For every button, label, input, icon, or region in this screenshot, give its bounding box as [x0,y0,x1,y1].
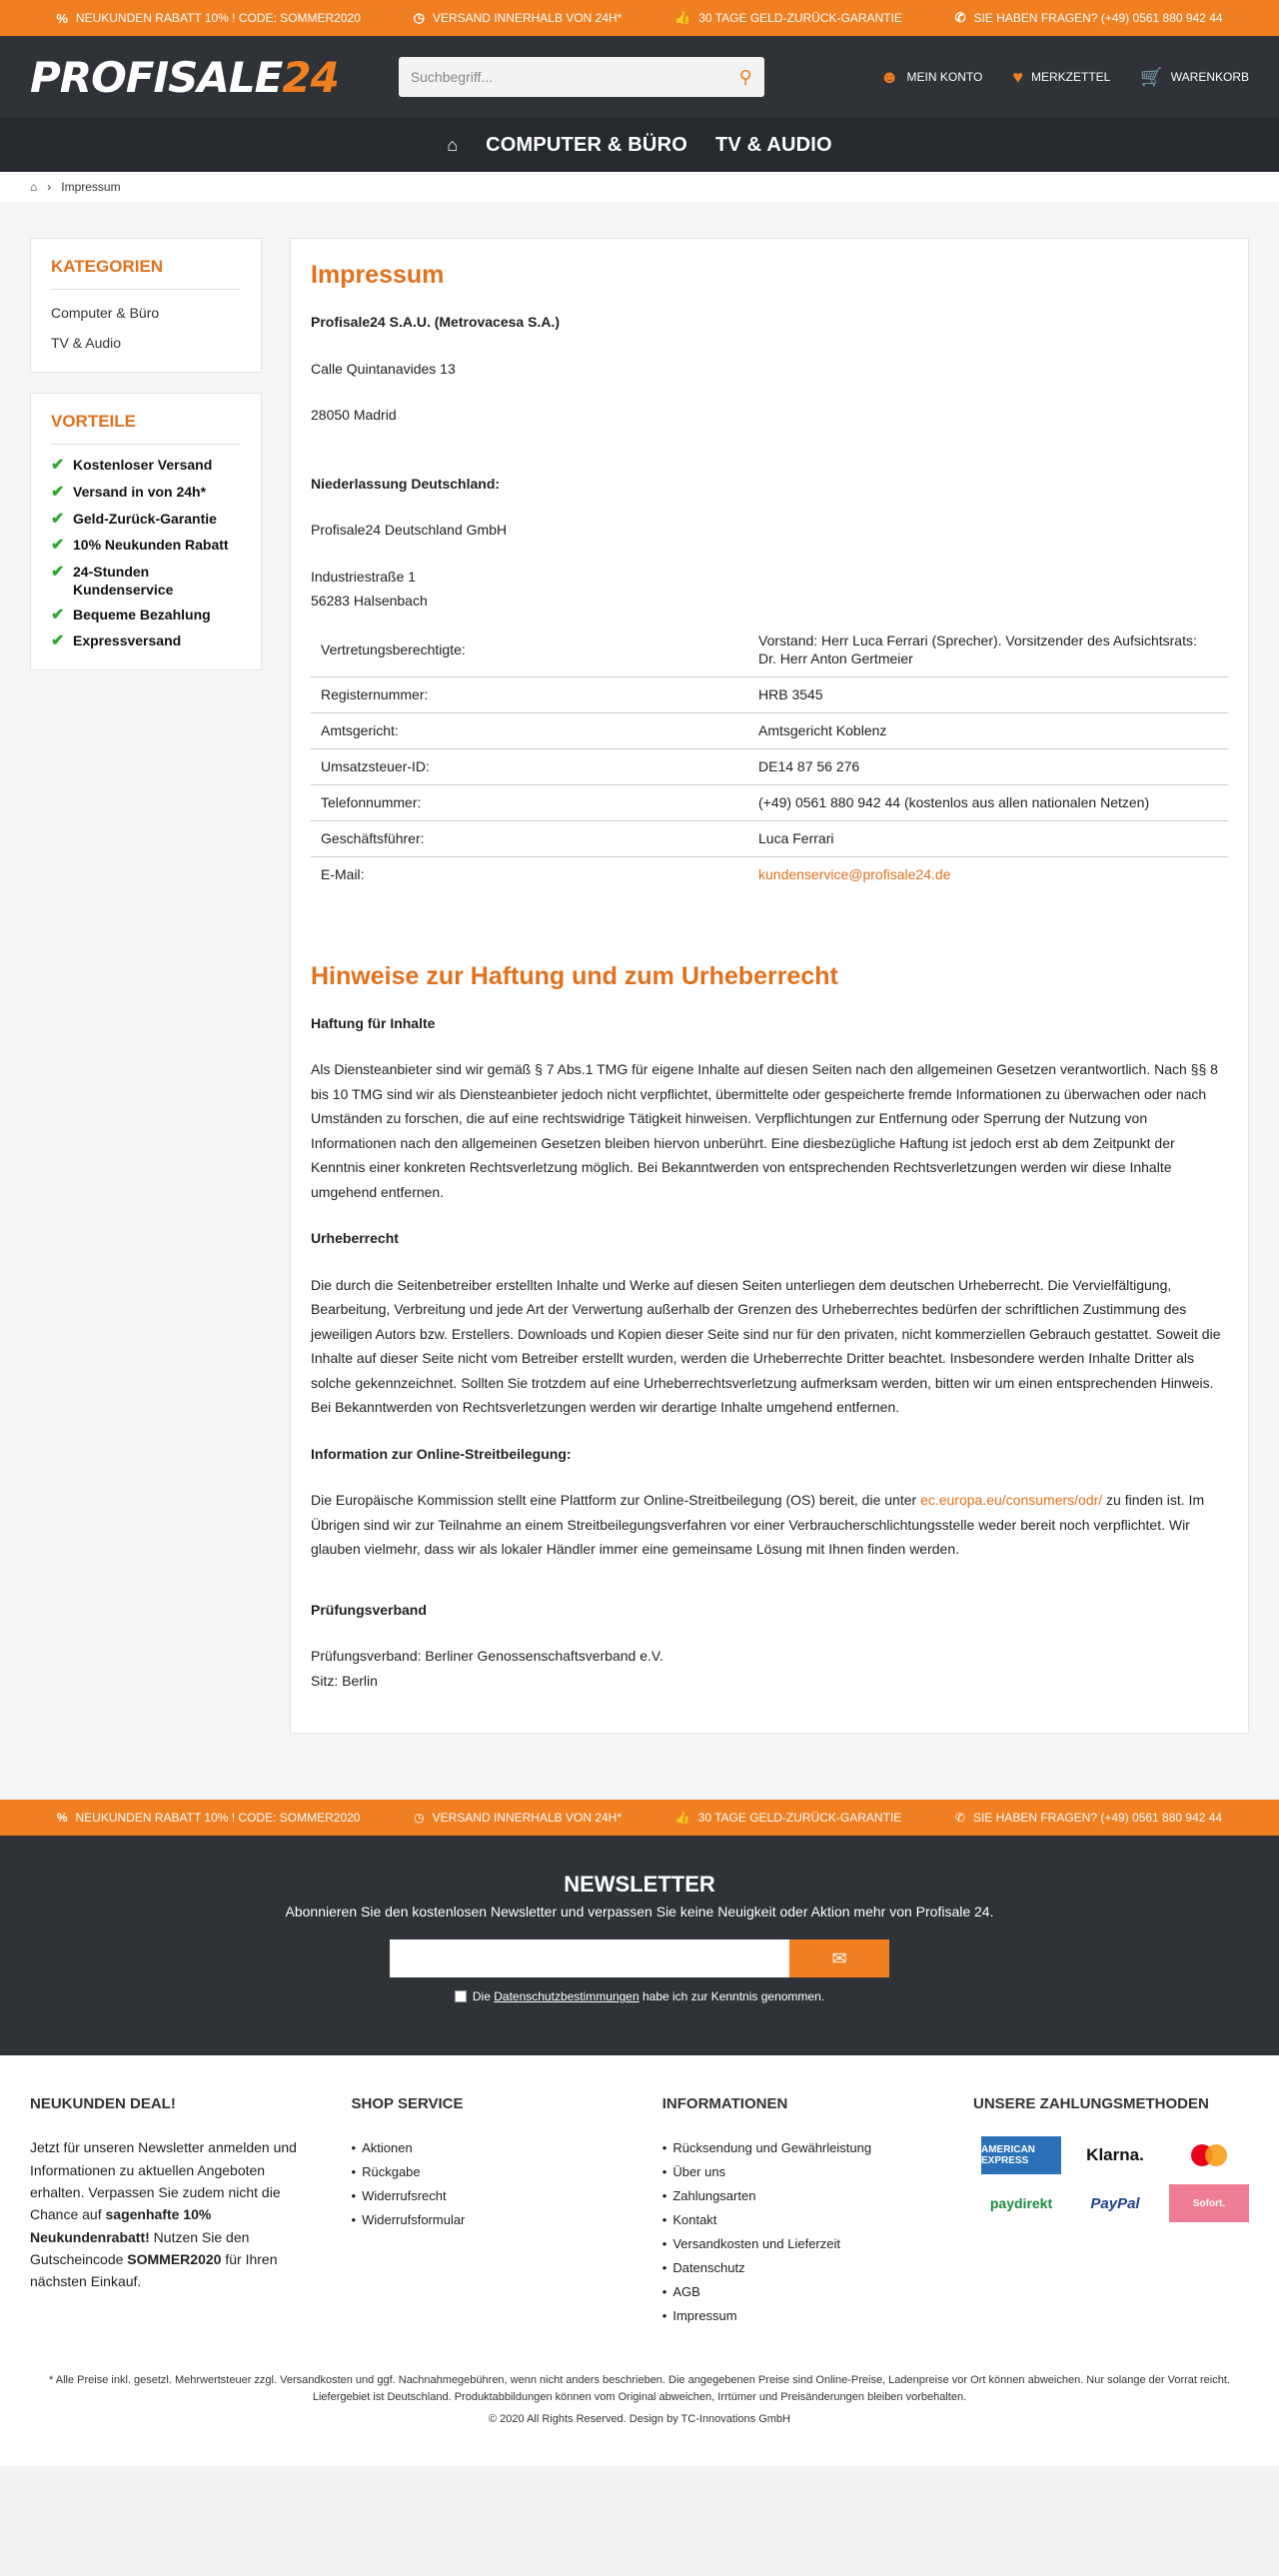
newsletter-submit-button[interactable] [789,1939,889,1977]
consent-text-b: habe ich zur Kenntnis genommen. [639,1989,825,2004]
check-icon: ✔ [51,510,65,528]
urheber-title: Urheberrecht [311,1230,399,1247]
advantages-box [30,393,262,670]
advantage-label: 24-Stunden Kundenservice [73,564,174,599]
clock-icon: ◷ [414,1811,425,1826]
table-row [311,677,1228,713]
check-icon: ✔ [51,606,65,624]
promo-text: 30 TAGE GELD-ZURÜCK-GARANTIE [698,11,902,25]
advantage-label: Geld-Zurück-Garantie [73,510,217,527]
wishlist-link[interactable] [1012,67,1110,88]
company-city: 28050 Madrid [311,407,397,423]
footer-deal [30,2095,312,2328]
header-nav [880,67,1249,88]
advantage-label: Kostenloser Versand [73,457,213,473]
payment-logos [981,2136,1249,2222]
percent-icon: % [56,10,68,26]
table-key: Umsatzsteuer-ID: [311,749,748,785]
paydirekt-logo: paydirekt [989,2195,1053,2212]
cart-icon: 🛒 [1140,66,1163,87]
footer-link[interactable]: AGB [672,2284,700,2300]
breadcrumb [0,172,1279,202]
list-item[interactable] [662,2160,953,2184]
footer-link[interactable]: Widerrufsrecht [362,2188,447,2204]
phone-icon: ✆ [954,10,966,25]
promo-contact [955,10,1223,26]
list-item [51,480,241,507]
table-row [311,713,1228,749]
promo-text: SIE HABEN FRAGEN? (+49) 0561 880 942 44 [973,11,1223,25]
branch-street: Industriestraße 1 [311,568,417,585]
deal-text [30,2136,312,2293]
check-icon: ✔ [51,483,65,501]
table-key: Geschäftsführer: [311,820,748,856]
cart-link[interactable] [1140,67,1249,88]
deal-title: NEUKUNDEN DEAL! [30,2095,176,2113]
promo-guarantee [675,1811,902,1825]
impressum-content [290,238,1249,1734]
footer-link[interactable]: Widerrufsformular [362,2212,466,2228]
promo-text: 30 TAGE GELD-ZURÜCK-GARANTIE [697,1811,902,1826]
list-item[interactable] [662,2232,953,2256]
page-title: Impressum [311,261,445,289]
search-box [399,57,764,97]
categories-title: KATEGORIEN [51,257,241,290]
logo[interactable] [30,53,339,102]
table-value: Amtsgericht Koblenz [748,713,1228,749]
haftung-text: Als Diensteanbieter sind wir gemäß § 7 Abs.1 TMG für eigene Inhalte auf diesen Seiten nach den allgemeinen Gesetzen verantwortlich. Nach §§ 8 bis 10 TMG sind wir als Diensteanbieter jedoch nicht verpflichtet, übermittelte oder gespeicherte fremde Informationen zu überwachen oder nach Umständen zu forschen, die auf eine rechtswidrige Tätigkeit hinweisen. Verpflichtungen zur Entfernung oder Sperrung der Nutzung von Informationen nach den allgemeinen Gesetzen bleiben hiervon unberührt. Eine diesbezügliche Haftung ist jedoch erst ab dem Zeitpunkt der Kenntnis einer konkreten Rechtsverletzung möglich. Bei Bekanntwerden von entsprechenden Rechtsverletzungen werden wir diese Inhalte umgehend entfernen. [311,1061,1218,1200]
advantage-label: Bequeme Bezahlung [73,606,211,623]
wishlist-label: MERKZETTEL [1031,70,1111,84]
heart-icon: ♥ [1012,66,1023,87]
urheber-text: Die durch die Seitenbetreiber erstellten Inhalte und Werke auf diesen Seiten unterliegen dem deutschen Urheberrecht. Die Vervielfältigung, Bearbeitung, Verbreitung und jede Art der Verwertung außerhalb der Grenzen des Urheberrechtes bedürfen der schriftlichen Zustimmung des jeweiligen Autors bzw. Erstellers. Downloads und Kopien dieser Seite sind nur für den privaten, nicht kommerziellen Gebrauch gestattet. Soweit die Inhalte auf dieser Seite nicht vom Betreiber erstellt wurden, werden die Urheberrechte Dritter beachtet. Insbesondere werden Inhalte Dritter als solche gekennzeichnet. Sollten Sie trotzdem auf eine Urheberrechtsverletzung aufmerksam werden, bitten wir um einen entsprechenden Hinweis. Bei Bekanntwerden von Rechtsverletzungen werden wir derartige Inhalte umgehend entfernen. [311,1276,1221,1416]
pv-line2: Sitz: Berlin [311,1672,378,1689]
pv-title: Prüfungsverband [311,1601,427,1618]
sidebar-item-computer-buero[interactable]: Computer & Büro [51,305,160,321]
haftung-title: Haftung für Inhalte [311,1014,436,1031]
advantages-list [51,453,241,655]
list-item [51,533,241,560]
list-item[interactable] [662,2208,953,2232]
branch-label: Niederlassung Deutschland: [311,475,501,492]
advantage-label: Versand in von 24h* [73,483,207,500]
newsletter-section [0,1836,1279,2055]
company-info-table [311,624,1228,892]
list-item[interactable] [662,2136,953,2160]
percent-icon: % [56,1811,68,1826]
footer [0,2055,1279,2372]
os-text [311,1488,1228,1562]
footer-link[interactable]: Rücksendung und Gewährleistung [672,2140,872,2156]
privacy-link[interactable]: Datenschutzbestimmungen [494,1989,640,2004]
promo-shipping [414,1811,622,1825]
logo-number: 24 [282,52,339,102]
breadcrumb-current: Impressum [61,180,121,194]
home-icon[interactable]: ⌂ [447,134,459,155]
list-item[interactable] [662,2256,953,2280]
thumbs-up-icon: 👍 [674,1811,690,1826]
list-item[interactable] [662,2184,953,2208]
pay-title: UNSERE ZAHLUNGSMETHODEN [973,2095,1209,2113]
newsletter-consent [0,1989,1279,2003]
table-key: E-Mail: [321,865,365,882]
list-item [51,507,241,534]
footer-link[interactable]: Datenschutz [672,2260,745,2276]
deal-text-a: Jetzt für unseren Newsletter anmelden und Informationen zu aktuellen Angeboten erhalten. Verpassen Sie zudem nicht die Chance auf [30,2139,297,2223]
deal-text-e: für Ihren nächsten Einkauf. [30,2251,278,2290]
logo-text: PROFISALE [30,52,283,102]
deal-code: SOMMER2020 [127,2251,222,2268]
category-nav [0,118,1279,172]
odr-link[interactable]: ec.europa.eu/consumers/odr/ [920,1492,1103,1509]
table-value: Vorstand: Herr Luca Ferrari (Sprecher). Vorsitzender des Aufsichtsrats: Dr. Herr Anton Gertmeier [748,624,1228,677]
list-item [51,453,241,480]
search-input[interactable] [411,69,690,85]
table-key: Telefonnummer: [311,784,748,820]
list-item[interactable] [352,2136,642,2160]
newsletter-subtitle: Abonnieren Sie den kostenlosen Newsletter und verpassen Sie keine Neuigkeit oder Aktion mehr von Profisale 24. [285,1904,994,1921]
company-street: Calle Quintanavides 13 [311,360,456,377]
footer-link[interactable]: Zahlungsarten [672,2188,756,2204]
table-row [311,624,1228,677]
phone-icon: ✆ [954,1811,965,1826]
main-area [0,202,1279,1800]
promo-text: VERSAND INNERHALB VON 24H* [432,1811,623,1826]
list-item[interactable] [662,2280,953,2304]
table-key: Amtsgericht: [311,713,748,749]
advantages-title: VORTEILE [51,412,241,445]
chevron-right-icon: › [47,180,52,194]
list-item[interactable] [662,2304,953,2328]
check-icon: ✔ [51,537,65,555]
table-key: Vertretungsberechtigte: [311,624,748,677]
table-row [311,820,1228,856]
footer-link[interactable]: Über uns [672,2164,726,2180]
os-text-b: zu finden ist. Im Übrigen sind wir zur Teilnahme an einem Streitbeilegungsverfahren vor einer Verbraucherschlichtungsstelle weder bereit noch verpflichtet. Wir glauben vielmehr, dass wir als lokaler Händler immer eine gemeinsame Lösung mit Ihnen finden werden. [311,1492,1205,1558]
deal-text-b: sagenhafte 10% Neukundenrabatt! [30,2206,212,2245]
promo-shipping [414,10,623,26]
search-icon[interactable]: ⚲ [738,66,752,87]
account-label: MEIN KONTO [906,70,983,84]
newsletter-form [0,1939,1279,1977]
check-icon: ✔ [51,564,65,582]
check-icon: ✔ [51,633,65,650]
promo-text: NEUKUNDEN RABATT 10% ! CODE: SOMMER2020 [75,1811,361,1826]
table-value: DE14 87 56 276 [748,749,1228,785]
branch-city: 56283 Halsenbach [311,593,428,609]
paypal-logo: PayPal [1090,2194,1140,2212]
os-title: Information zur Online-Streitbeilegung: [311,1445,572,1462]
consent-text [473,1989,824,2003]
company-name: Profisale24 S.A.U. (Metrovacesa S.A.) [311,314,560,330]
list-item[interactable] [352,2208,642,2232]
promo-guarantee [674,10,902,26]
promo-bar [0,0,1279,36]
promo-discount [57,1811,361,1825]
clock-icon: ◷ [413,10,425,25]
footer-payment [973,2095,1249,2328]
nav-item-tv-audio[interactable]: TV & AUDIO [714,133,832,156]
table-row [311,749,1228,785]
service-title: SHOP SERVICE [351,2095,464,2113]
footer-link[interactable]: Rückgabe [362,2164,421,2180]
list-item [51,629,241,655]
deal-text-c: Nutzen Sie den Gutscheincode [30,2228,250,2268]
table-value: HRB 3545 [748,677,1228,713]
breadcrumb-home-icon[interactable]: ⌂ [30,180,38,194]
os-text-a: Die Europäische Kommission stellt eine Plattform zur Online-Streitbeilegung (OS) bereit, die unter [311,1492,921,1509]
thumbs-up-icon: 👍 [674,10,691,25]
check-icon: ✔ [51,457,65,474]
footer-link[interactable]: Kontakt [672,2212,717,2228]
pv-line1: Prüfungsverband: Berliner Genossenschaftsverband e.V. [311,1648,663,1665]
sofort-logo: Sofort. [1169,2184,1249,2222]
list-item [51,603,241,630]
promo-contact [955,1811,1222,1825]
table-value: (+49) 0561 880 942 44 (kostenlos aus allen nationalen Netzen) [748,784,1228,820]
branch-name: Profisale24 Deutschland GmbH [311,522,508,538]
footer-info [662,2095,953,2328]
site-header [0,36,1279,118]
newsletter-title: NEWSLETTER [564,1872,715,1898]
consent-checkbox[interactable] [455,1990,467,2002]
promo-text: NEUKUNDEN RABATT 10% ! CODE: SOMMER2020 [75,11,361,25]
sidebar [30,238,262,670]
promo-bar-bottom [0,1800,1279,1836]
footer-service [352,2095,642,2328]
list-item[interactable] [352,2160,642,2184]
promo-text: VERSAND INNERHALB VON 24H* [432,11,623,25]
amex-logo: AMERICAN EXPRESS [981,2136,1061,2174]
advantage-label: Expressversand [73,633,182,649]
list-item [51,560,241,602]
footer-link[interactable]: Aktionen [362,2140,413,2156]
advantage-label: 10% Neukunden Rabatt [73,537,229,554]
promo-discount [56,11,361,26]
table-row [311,784,1228,820]
footer-link[interactable]: Impressum [672,2308,737,2324]
cart-label: WARENKORB [1170,70,1249,84]
promo-text: SIE HABEN FRAGEN? (+49) 0561 880 942 44 [972,1811,1223,1826]
page-bottom-spacer [0,2466,1279,2518]
email-link[interactable]: kundenservice@profisale24.de [758,865,951,882]
newsletter-email-input[interactable] [390,1939,789,1977]
user-icon: ☻ [879,66,899,87]
list-item[interactable] [352,2184,642,2208]
liability-heading: Hinweise zur Haftung und zum Urheberrecht [311,961,838,990]
info-title: INFORMATIONEN [661,2095,788,2113]
legal-notice [0,2372,1279,2466]
copyright: © 2020 All Rights Reserved. Design by TC-Innovations GmbH [489,2413,790,2426]
table-row [311,856,1228,891]
sidebar-item-tv-audio[interactable]: TV & Audio [51,335,122,351]
consent-text-a: Die [472,1989,495,2004]
account-link[interactable] [880,67,983,88]
envelope-icon: ✉ [831,1947,847,1968]
table-value: Luca Ferrari [748,820,1228,856]
footer-link[interactable]: Versandkosten und Lieferzeit [672,2236,840,2252]
table-key: Registernummer: [311,677,748,713]
mastercard-logo [1169,2136,1249,2174]
klarna-logo: Klarna. [1086,2145,1144,2165]
categories-box [30,238,262,373]
legal-text: * Alle Preise inkl. gesetzl. Mehrwertsteuer zzgl. Versandkosten und ggf. Nachnahmegebühren, wenn nicht anders beschrieben. Die angegebenen Preise sind Online-Preise, Ladenpreise vor Ort können abweichen. Nur solange der Vorrat reicht. Liefergebiet ist Deutschland. Produktabbildungen können vom Original abweichen, Irrtümer und Preisänderungen bleiben vorbehalten. [49,2374,1230,2403]
nav-item-computer-buero[interactable]: COMPUTER & BÜRO [486,133,687,156]
